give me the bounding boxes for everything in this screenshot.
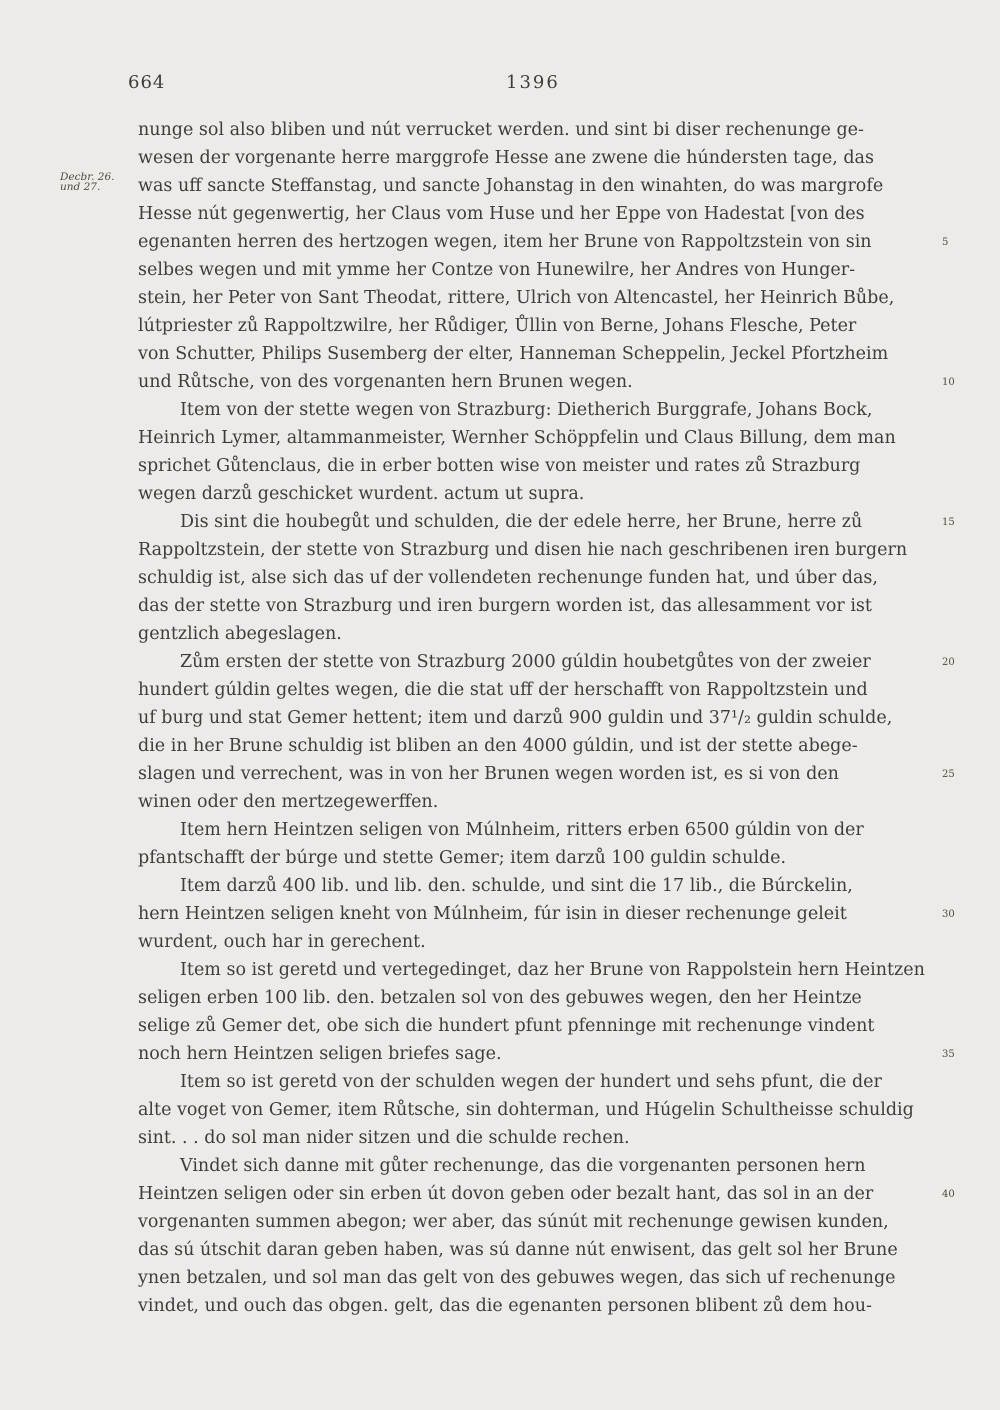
margin-date-line: und 27.	[60, 181, 101, 193]
text-line: noch hern Heintzen seligen briefes sage.	[138, 1044, 502, 1064]
body-text	[138, 116, 938, 1320]
margin-date-note	[60, 172, 126, 192]
text-line: slagen und verrechent, was in von her Brunen wegen worden ist, es si von den	[138, 764, 839, 784]
text-line: seligen erben 100 lib. den. betzalen sol von des gebuwes wegen, den her Heintze	[138, 988, 862, 1008]
text-line: ynen betzalen, und sol man das gelt von des gebuwes wegen, das sich uf rechenunge	[138, 1268, 896, 1288]
text-line: winen oder den mertzegewerffen.	[138, 792, 439, 812]
margin-line-number: 10	[942, 377, 955, 388]
margin-line-number: 20	[942, 657, 955, 668]
text-line: sint. . . do sol man nider sitzen und die schulde rechen.	[138, 1128, 630, 1148]
text-line: Item so ist geretd und vertegedinget, daz her Brune von Rappolstein hern Heintzen	[180, 960, 925, 980]
text-line: Item darzů 400 lib. und lib. den. schulde, und sint die 17 lib., die Búrckelin,	[180, 876, 853, 896]
text-line: nunge sol also bliben und nút verrucket werden. und sint bi diser rechenunge ge-	[138, 120, 864, 140]
text-line: wurdent, ouch har in gerechent.	[138, 932, 426, 952]
text-line: Item so ist geretd von der schulden wegen der hundert und sehs pfunt, die der	[180, 1072, 882, 1092]
text-line: Item hern Heintzen seligen von Múlnheim, ritters erben 6500 gúldin von der	[180, 820, 864, 840]
text-line: was uff sancte Steffanstag, und sancte Johanstag in den winahten, do was margrofe	[138, 176, 884, 196]
text-line: Rappoltzstein, der stette von Strazburg und disen hie nach geschribenen iren burgern	[138, 540, 908, 560]
text-line: Vindet sich danne mit gůter rechenunge, das die vorgenanten personen hern	[180, 1156, 866, 1176]
margin-line-number: 25	[942, 769, 955, 780]
text-line: gentzlich abegeslagen.	[138, 624, 342, 644]
text-line: das der stette von Strazburg und iren burgern worden ist, das allesamment vor ist	[138, 596, 872, 616]
text-line: vorgenanten summen abegon; wer aber, das súnút mit rechenunge gewisen kunden,	[138, 1212, 889, 1232]
text-line: egenanten herren des hertzogen wegen, item her Brune von Rappoltzstein von sin	[138, 232, 872, 252]
text-line: Hesse nút gegenwertig, her Claus vom Huse und her Eppe von Hadestat [von des	[138, 204, 865, 224]
text-line: pfantschafft der búrge und stette Gemer; item darzů 100 guldin schulde.	[138, 848, 787, 868]
text-line: schuldig ist, alse sich das uf der vollendeten rechenunge funden hat, und úber das,	[138, 568, 878, 588]
text-line: selige zů Gemer det, obe sich die hundert pfunt pfenninge mit rechenunge vindent	[138, 1016, 875, 1036]
margin-line-number: 35	[942, 1049, 955, 1060]
text-line: sprichet Gůtenclaus, die in erber botten wise von meister und rates zů Strazburg	[138, 456, 861, 476]
running-head-year: 1396	[506, 72, 560, 93]
text-line: Item von der stette wegen von Strazburg: Dietherich Burggrafe, Johans Bock,	[180, 400, 873, 420]
margin-date-line: Decbr. 26.	[60, 171, 115, 183]
page-number: 664	[128, 72, 166, 93]
margin-line-number: 30	[942, 909, 955, 920]
margin-line-number: 40	[942, 1189, 955, 1200]
text-line: die in her Brune schuldig ist bliben an den 4000 gúldin, und ist der stette abege-	[138, 736, 858, 756]
text-line: wegen darzů geschicket wurdent. actum ut supra.	[138, 484, 585, 504]
text-line: hern Heintzen seligen kneht von Múlnheim, fúr isin in dieser rechenunge geleit	[138, 904, 847, 924]
text-line: vindet, und ouch das obgen. gelt, das die egenanten personen blibent zů dem hou-	[138, 1296, 872, 1316]
text-line: uf burg und stat Gemer hettent; item und darzů 900 guldin und 37¹/₂ guldin schulde,	[138, 708, 893, 728]
text-line: Zům ersten der stette von Strazburg 2000 gúldin houbetgůtes von der zweier	[180, 652, 871, 672]
text-line: Dis sint die houbegůt und schulden, die der edele herre, her Brune, herre zů	[180, 512, 863, 532]
text-line: das sú útschit daran geben haben, was sú danne nút enwisent, das gelt sol her Brune	[138, 1240, 898, 1260]
text-line: Heintzen seligen oder sin erben út dovon geben oder bezalt hant, das sol in an der	[138, 1184, 874, 1204]
text-line: wesen der vorgenante herre marggrofe Hesse ane zwene die húndersten tage, das	[138, 148, 874, 168]
text-line: Heinrich Lymer, altammanmeister, Wernher Schöppfelin und Claus Billung, dem man	[138, 428, 896, 448]
page-header	[0, 72, 1000, 102]
text-line: selbes wegen und mit ymme her Contze von Hunewilre, her Andres von Hunger-	[138, 260, 856, 280]
text-line: und Růtsche, von des vorgenanten hern Brunen wegen.	[138, 372, 633, 392]
text-line: alte voget von Gemer, item Růtsche, sin dohterman, und Húgelin Schultheisse schuldig	[138, 1100, 914, 1120]
text-line: lútpriester zů Rappoltzwilre, her Růdiger, Ůllin von Berne, Johans Flesche, Peter	[138, 316, 857, 336]
text-line: hundert gúldin geltes wegen, die die stat uff der herschafft von Rappoltzstein und	[138, 680, 868, 700]
margin-line-number: 15	[942, 517, 955, 528]
text-line: stein, her Peter von Sant Theodat, rittere, Ulrich von Altencastel, her Heinrich Bůbe,	[138, 288, 895, 308]
text-line: von Schutter, Philips Susemberg der elter, Hanneman Scheppelin, Jeckel Pfortzheim	[138, 344, 889, 364]
margin-line-number: 5	[942, 237, 949, 248]
